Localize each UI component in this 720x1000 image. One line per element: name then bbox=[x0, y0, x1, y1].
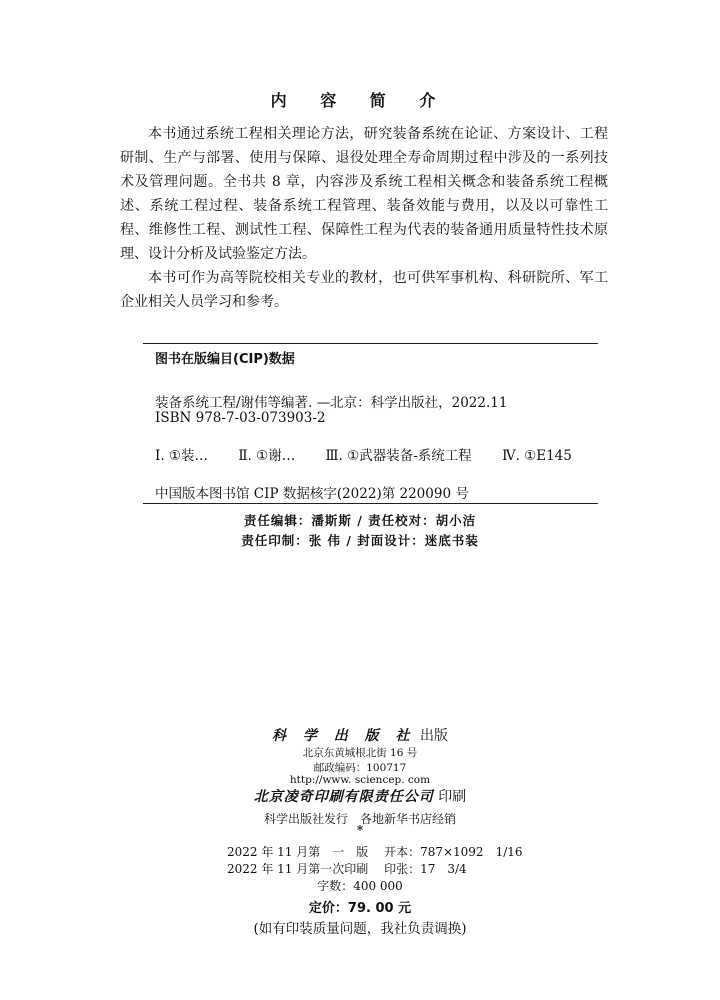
edition-line-1: 2022 年 11 月第 一 版 开本：787×1092 1/16 bbox=[227, 845, 523, 859]
publisher-postcode: 邮政编码：100717 bbox=[313, 762, 407, 774]
cip-top-rule bbox=[143, 343, 598, 344]
intro-heading: 内 容 简 介 bbox=[270, 91, 450, 110]
printer-name: 北京凌奇印刷有限责任公司 bbox=[253, 789, 434, 805]
cip-title: 图书在版编目(CIP)数据 bbox=[155, 352, 295, 367]
cip-bottom-rule bbox=[143, 503, 598, 504]
credits-production: 责任印制：张 伟 / 封面设计：迷底书装 bbox=[241, 533, 479, 548]
cip-class-4: Ⅳ. ①E145 bbox=[502, 448, 572, 464]
printer-suffix: 印刷 bbox=[438, 789, 467, 805]
cip-record: 中国版本图书馆 CIP 数据核字(2022)第 220090 号 bbox=[155, 486, 469, 502]
publisher-suffix: 出版 bbox=[419, 728, 448, 744]
intro-paragraph-1: 本书通过系统工程相关理论方法，研究装备系统在论证、方案设计、工程研制、生产与部署、使用与保障、退役处理全寿命周期过程中涉及的一系列技术及管理问题。全书共 8 章，内容涉及系统工程相关概念和装备系统工程概述、系统工程过程、装备系统工程管理、装备效能与费用，以及以可靠性工程、维修性工程、测试性工程、保障性工程为代表的装备通用质量特性技术原理、设计分析及试验鉴定方法。 bbox=[120, 126, 608, 262]
cip-class-2: Ⅱ. ①谢… bbox=[238, 448, 296, 464]
cip-classification-row bbox=[155, 444, 598, 464]
credits-editors: 责任编辑：潘斯斯 / 责任校对：胡小洁 bbox=[243, 513, 477, 528]
intro-paragraph-2: 本书可作为高等院校相关专业的教材，也可供军事机构、科研院所、军工企业相关人员学习和参考。 bbox=[120, 270, 608, 310]
cip-class-1: Ⅰ. ①装… bbox=[155, 448, 209, 464]
printer-line bbox=[0, 786, 720, 806]
price: 定价：79. 00 元 bbox=[308, 901, 412, 916]
cip-isbn: ISBN 978-7-03-073903-2 bbox=[155, 410, 326, 426]
distribution-line: 科学出版社发行 各地新华书店经销 bbox=[263, 812, 456, 826]
publisher-name: 科 学 出 版 社 bbox=[272, 728, 416, 744]
publisher-address: 北京东黄城根北街 16 号 bbox=[302, 747, 418, 759]
cip-class-3: Ⅲ. ①武器装备-系统工程 bbox=[325, 448, 472, 464]
separator-asterisk: * bbox=[356, 823, 364, 837]
intro-body bbox=[120, 122, 608, 314]
publisher-line bbox=[0, 725, 720, 745]
cip-book-line: 装备系统工程/谢伟等编著. —北京：科学出版社，2022.11 bbox=[155, 395, 508, 411]
word-count: 字数：400 000 bbox=[317, 879, 403, 893]
edition-line-2: 2022 年 11 月第一次印刷 印张：17 3/4 bbox=[227, 862, 467, 876]
quality-note: (如有印装质量问题，我社负责调换) bbox=[253, 921, 467, 937]
publisher-url: http://www. sciencep. com bbox=[289, 774, 431, 786]
